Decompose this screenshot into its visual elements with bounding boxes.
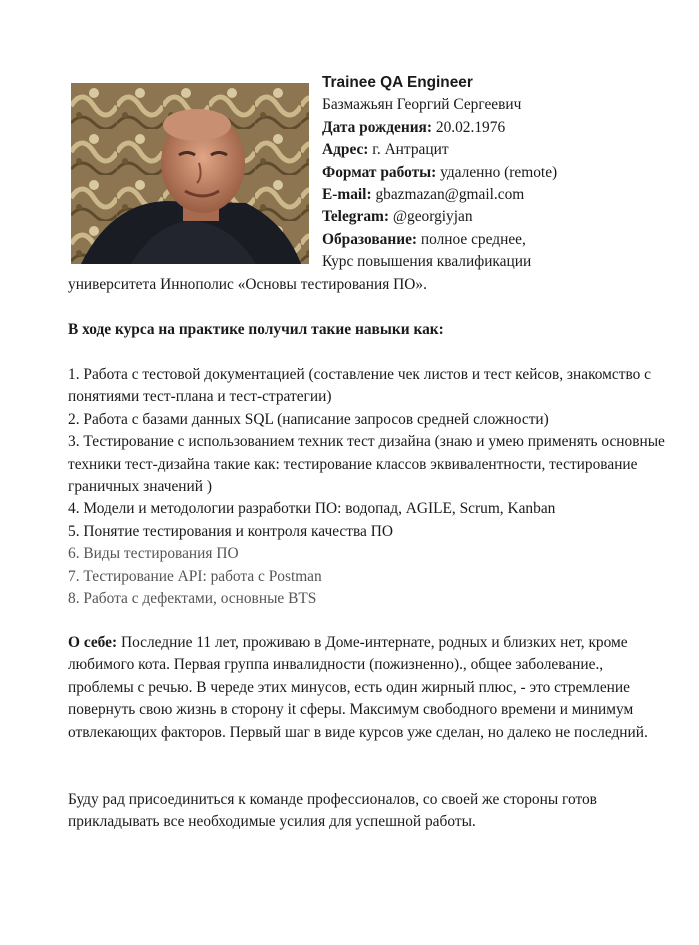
email-label: E-mail:: [322, 186, 372, 204]
skill-item: 3. Тестирование с использованием техник тест дизайна (знаю и умею применять основные техники тест-дизайна такие как: тестирование классов эквивалентности, тестирование граничных значений ): [68, 433, 665, 496]
work-format-row: [322, 162, 682, 184]
birth-date-label: Дата рождения:: [322, 118, 433, 136]
full-name: Базмажьян Георгий Сергеевич: [322, 96, 522, 114]
telegram-row: [322, 206, 682, 228]
about-text: Последние 11 лет, проживаю в Доме-интернате, родных и близких нет, кроме любимого кота. Первая группа инвалидности (пожизненно)., общее заболевание., проблемы с речью. В череде этих минусов, есть один жирный плюс, - это стремление повернуть свою жизнь в сторону it сферы. Максимум свободного времени и минимум отвлекающих факторов. Первый шаг в виде курсов уже сделан, но далеко не последний.: [68, 634, 648, 741]
closing-paragraph: Буду рад присоединиться к команде профессионалов, со своей же стороны готов прикладывать все необходимые усилия для успешной работы.: [68, 791, 597, 831]
work-format-label: Формат работы:: [322, 163, 437, 181]
email-row: [322, 184, 682, 206]
birth-date-row: [322, 117, 682, 139]
profile-photo: [71, 83, 309, 264]
education-course: Курс повышения квалификации: [322, 253, 532, 271]
education-row: [322, 229, 682, 251]
skill-item: 2. Работа с базами данных SQL (написание запросов средней сложности): [68, 410, 549, 428]
education-course-continued: университета Иннополис «Основы тестирования ПО».: [68, 276, 427, 293]
contact-info: [322, 72, 682, 274]
education-label: Образование:: [322, 230, 418, 248]
skill-item: 7. Тестирование API: работа с Postman: [68, 567, 322, 585]
skill-item: 8. Работа с дефектами, основные BTS: [68, 590, 317, 608]
birth-date-value: 20.02.1976: [435, 118, 506, 136]
about-label: О себе:: [68, 634, 118, 651]
about-section: [68, 632, 668, 744]
skill-item: 6. Виды тестирования ПО: [68, 545, 239, 563]
work-format-value: удаленно (remote): [440, 163, 558, 181]
address-row: [322, 139, 682, 161]
skills-list: [68, 364, 668, 610]
skill-item: 5. Понятие тестирования и контроля качества ПО: [68, 522, 393, 540]
email-link[interactable]: gbazmazan@gmail.com: [375, 186, 525, 204]
skill-item: 1. Работа с тестовой документацией (составление чек листов и тест кейсов, знакомство с понятиями тест-плана и тест-стратегии): [68, 366, 651, 406]
role-title: Trainee QA Engineer: [322, 74, 473, 91]
skills-heading: В ходе курса на практике получил такие навыки как:: [68, 321, 444, 338]
skill-item: 4. Модели и методологии разработки ПО: водопад, AGILE, Scrum, Kanban: [68, 500, 556, 518]
address-label: Адрес:: [322, 141, 369, 159]
telegram-label: Telegram:: [322, 208, 389, 226]
address-value: г. Антрацит: [372, 141, 449, 159]
education-value: полное среднее,: [420, 230, 526, 248]
telegram-handle: @georgiyjan: [392, 208, 473, 226]
